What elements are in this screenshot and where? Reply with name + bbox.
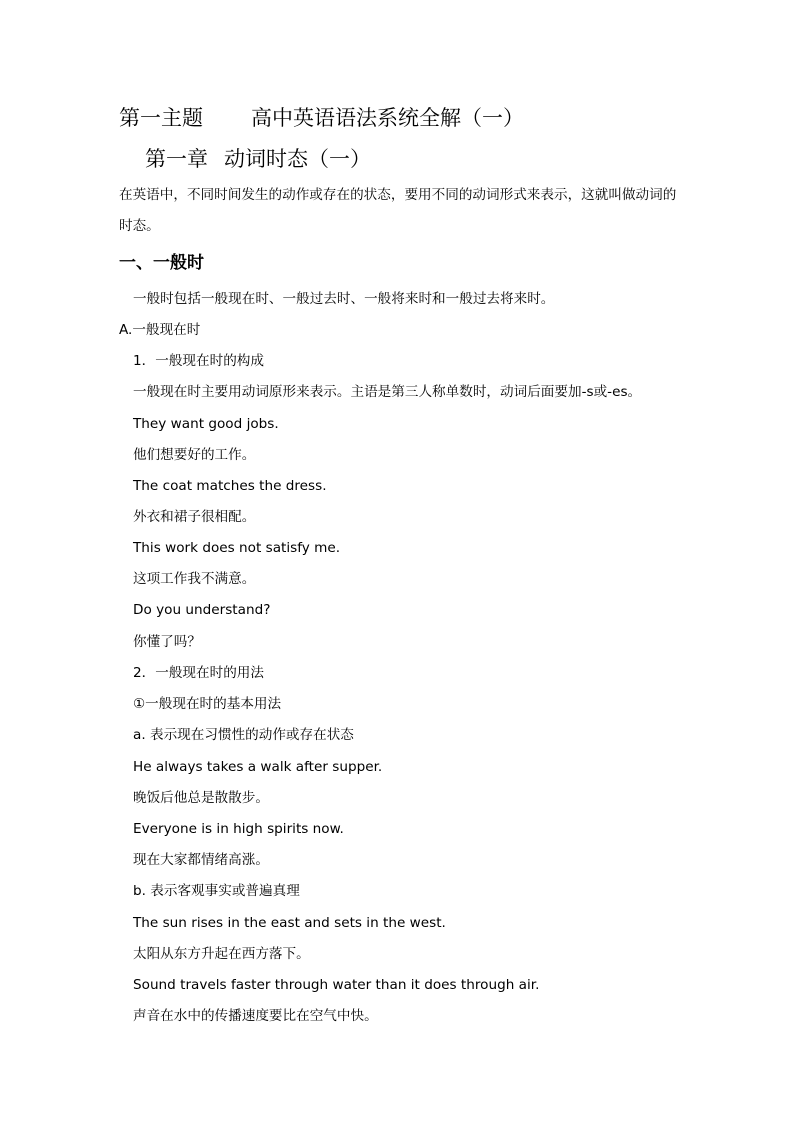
usage-b-heading: b. 表示客观事实或普遍真理 bbox=[133, 883, 300, 899]
section-heading: 一、一般时 bbox=[119, 253, 204, 273]
example-chinese: 声音在水中的传播速度要比在空气中快。 bbox=[133, 1008, 378, 1024]
chapter-heading bbox=[145, 144, 371, 174]
example-english: They want good jobs. bbox=[133, 416, 279, 432]
example-english: The coat matches the dress. bbox=[133, 478, 327, 494]
section-summary: 一般时包括一般现在时、一般过去时、一般将来时和一般过去将来时。 bbox=[133, 291, 555, 307]
point1-paragraph: 一般现在时主要用动词原形来表示。主语是第三人称单数时，动词后面要加-s或-es。 bbox=[133, 384, 642, 400]
chapter-label: 第一章 bbox=[145, 147, 208, 171]
example-english: He always takes a walk after supper. bbox=[133, 759, 383, 775]
chapter-title: 动词时态（一） bbox=[224, 147, 371, 171]
theme-title: 高中英语语法系统全解（一） bbox=[251, 106, 524, 130]
example-english: Sound travels faster through water than it does through air. bbox=[133, 977, 540, 993]
theme-label: 第一主题 bbox=[119, 106, 203, 130]
example-chinese: 这项工作我不满意。 bbox=[133, 571, 256, 587]
example-chinese: 现在大家都情绪高涨。 bbox=[133, 852, 269, 868]
example-english: Do you understand? bbox=[133, 602, 271, 618]
intro-paragraph: 在英语中，不同时间发生的动作或存在的状态，要用不同的动词形式来表示，这就叫做动词的时态。 bbox=[119, 187, 677, 234]
example-chinese: 外衣和裙子很相配。 bbox=[133, 509, 256, 525]
example-chinese: 太阳从东方升起在西方落下。 bbox=[133, 946, 310, 962]
point2-subheading: ①一般现在时的基本用法 bbox=[133, 696, 282, 712]
example-chinese: 晚饭后他总是散散步。 bbox=[133, 790, 269, 806]
example-english: This work does not satisfy me. bbox=[133, 540, 341, 556]
example-chinese: 他们想要好的工作。 bbox=[133, 447, 256, 463]
subsection-heading: A.一般现在时 bbox=[119, 322, 201, 338]
point1-heading: 1．一般现在时的构成 bbox=[133, 353, 264, 369]
theme-heading bbox=[119, 103, 524, 133]
example-english: The sun rises in the east and sets in the west. bbox=[133, 915, 446, 931]
example-english: Everyone is in high spirits now. bbox=[133, 821, 344, 837]
point2-heading: 2．一般现在时的用法 bbox=[133, 665, 264, 681]
example-chinese: 你懂了吗？ bbox=[133, 634, 201, 650]
usage-a-heading: a. 表示现在习惯性的动作或存在状态 bbox=[133, 727, 354, 743]
